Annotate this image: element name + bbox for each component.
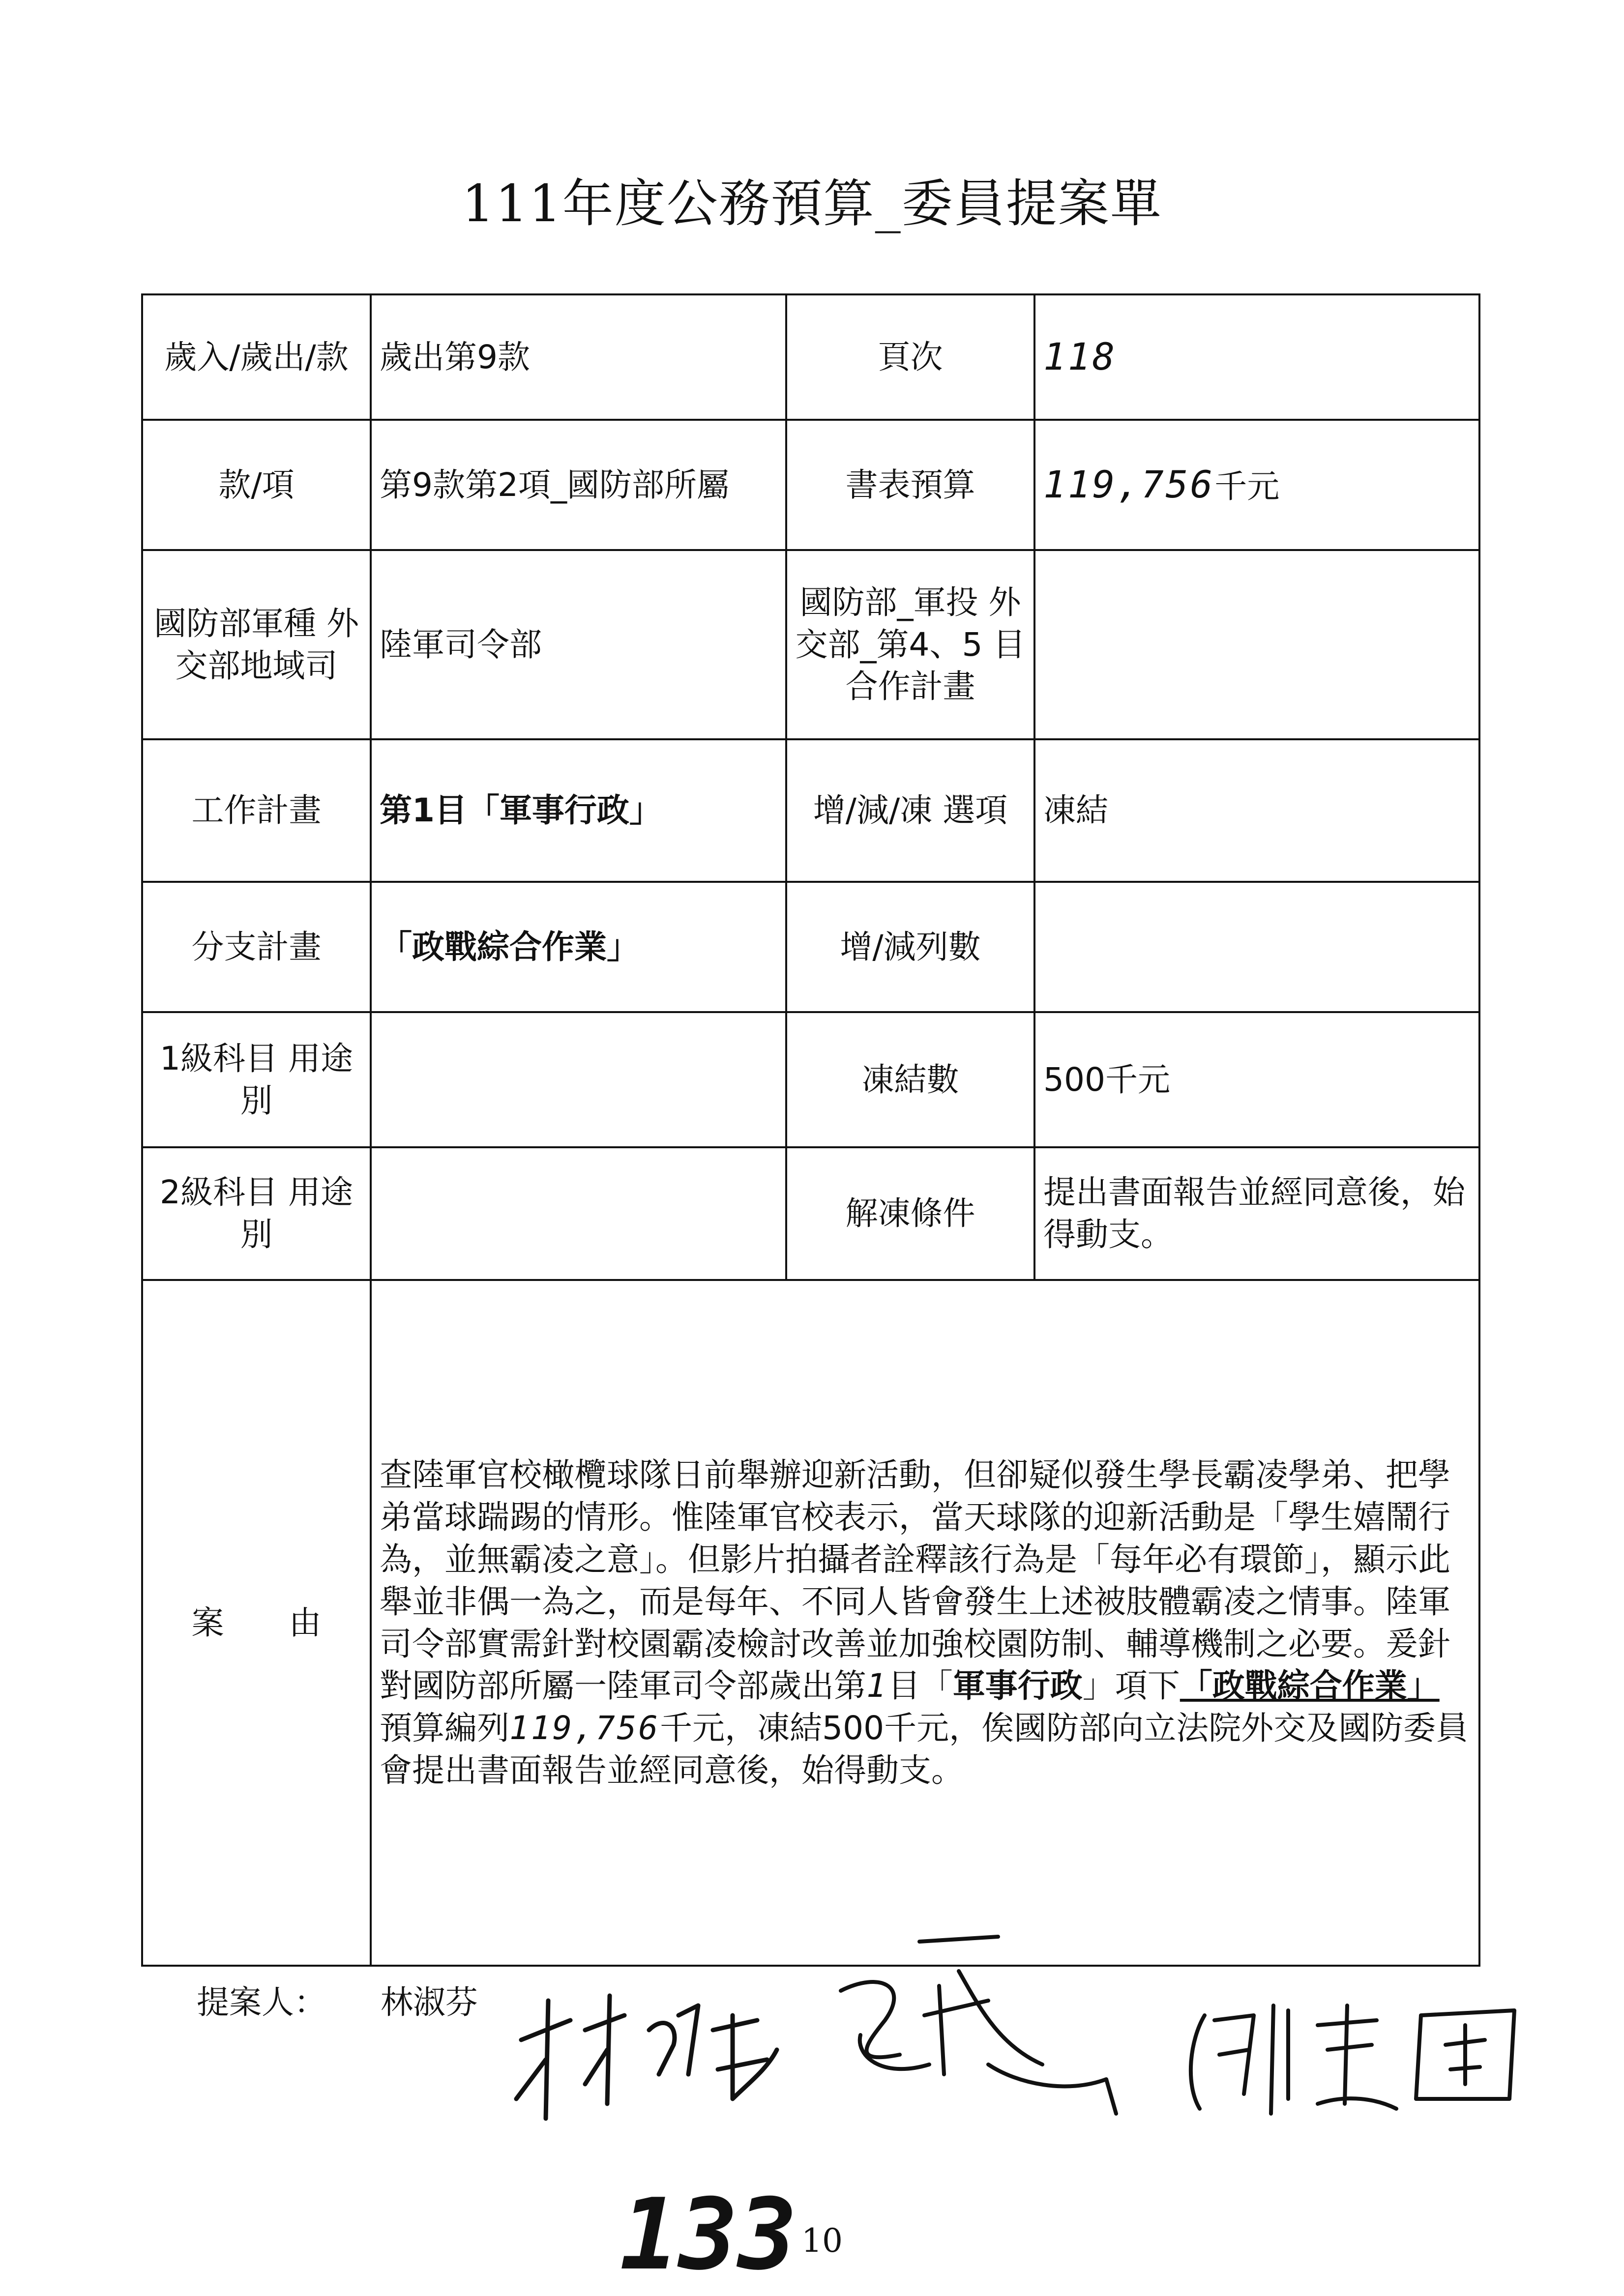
field-value: 凍結	[1034, 739, 1479, 882]
proposer-label: 提案人：	[197, 1983, 326, 2021]
reason-fragment: 預算編列	[380, 1709, 509, 1747]
proposer-line	[197, 1976, 478, 2023]
field-value: 第1目「軍事行政」	[371, 739, 786, 882]
form-row-reason	[142, 1280, 1479, 1966]
printed-page-number: 10	[801, 2222, 843, 2260]
field-label: 款/項	[142, 420, 371, 550]
field-label: 工作計畫	[142, 739, 371, 882]
field-value: 陸軍司令部	[371, 550, 786, 739]
field-label: 2級科目 用途別	[142, 1147, 371, 1280]
page-ref-value: 118	[1034, 294, 1479, 420]
field-value: 提出書面報告並經同意後，始得動支。	[1034, 1147, 1479, 1280]
field-label: 分支計畫	[142, 882, 371, 1012]
field-label: 歲入/歲出/款	[142, 294, 371, 420]
reason-body: 查陸軍官校橄欖球隊日前舉辦迎新活動，但卻疑似發生學長霸凌學弟、把學弟當球踹踢的情形。惟陸軍官校表示，當天球隊的迎新活動是「學生嬉鬧行為，並無霸凌之意」。但影片拍攝者詮釋該行為是「每年必有環節」，顯示此舉並非偶一為之，而是每年、不同人皆會發生上述被肢體霸凌之情事。陸軍司令部實需針對校園霸凌檢討改善並加強校園防制、輔導機制之必要。爰針對國防部所屬一陸軍司令部歲出第	[380, 1456, 1450, 1705]
field-label: 增/減列數	[786, 882, 1034, 1012]
field-label: 1級科目 用途別	[142, 1012, 371, 1147]
field-label: 頁次	[786, 294, 1034, 420]
field-value	[1034, 550, 1479, 739]
field-value: 「政戰綜合作業」	[371, 882, 786, 1012]
form-row	[142, 1147, 1479, 1280]
signature-lin	[502, 1986, 806, 2133]
field-label: 國防部_軍投 外交部_第4、5 目合作計畫	[786, 550, 1034, 739]
field-label: 增/減/凍 選項	[786, 739, 1034, 882]
form-row	[142, 882, 1479, 1012]
form-row	[142, 739, 1479, 882]
field-value: 歲出第9款	[371, 294, 786, 420]
reason-program-name: 軍事行政	[952, 1667, 1083, 1705]
form-row	[142, 420, 1479, 550]
signature-middle	[811, 1917, 1155, 2133]
reason-paragraph	[380, 1454, 1471, 1791]
reason-fragment: 」項下	[1082, 1667, 1180, 1705]
reason-subprogram-name: 「政戰綜合作業」	[1180, 1667, 1440, 1705]
field-value	[371, 1012, 786, 1147]
budget-value	[1034, 420, 1479, 550]
field-value	[371, 1147, 786, 1280]
page-title: 111年度公務預算_委員提案單	[462, 174, 1162, 233]
budget-unit: 千元	[1214, 467, 1280, 506]
signature-liu-name: 劉建國	[1170, 1978, 1194, 1988]
form-row	[142, 294, 1479, 420]
field-label: 書表預算	[786, 420, 1034, 550]
reason-label: 案 由	[142, 1280, 371, 1966]
reason-fragment: 目「	[887, 1667, 953, 1705]
reason-body-end: 千元，凍結500千元，俟國防部向立法院外交及國防委員會提出書面報告並經同意後，始得動支。	[380, 1709, 1469, 1789]
proposal-form-table	[141, 293, 1480, 1967]
field-value	[1034, 882, 1479, 1012]
form-row	[142, 550, 1479, 739]
reason-text	[371, 1280, 1479, 1966]
reason-handwritten-digit: 1	[866, 1667, 888, 1705]
field-value: 500千元	[1034, 1012, 1479, 1147]
field-label: 國防部軍種 外交部地域司	[142, 550, 371, 739]
field-label: 解凍條件	[786, 1147, 1034, 1280]
signature-liu	[1170, 1978, 1544, 2123]
handwritten-page-number: 133	[620, 2178, 797, 2292]
field-label: 凍結數	[786, 1012, 1034, 1147]
form-row	[142, 1012, 1479, 1147]
proposer-name: 林淑芬	[381, 1983, 478, 2021]
budget-amount-handwritten: 119,756	[1043, 463, 1215, 507]
reason-handwritten-amount: 119,756	[509, 1709, 660, 1747]
field-value: 第9款第2項_國防部所屬	[371, 420, 786, 550]
